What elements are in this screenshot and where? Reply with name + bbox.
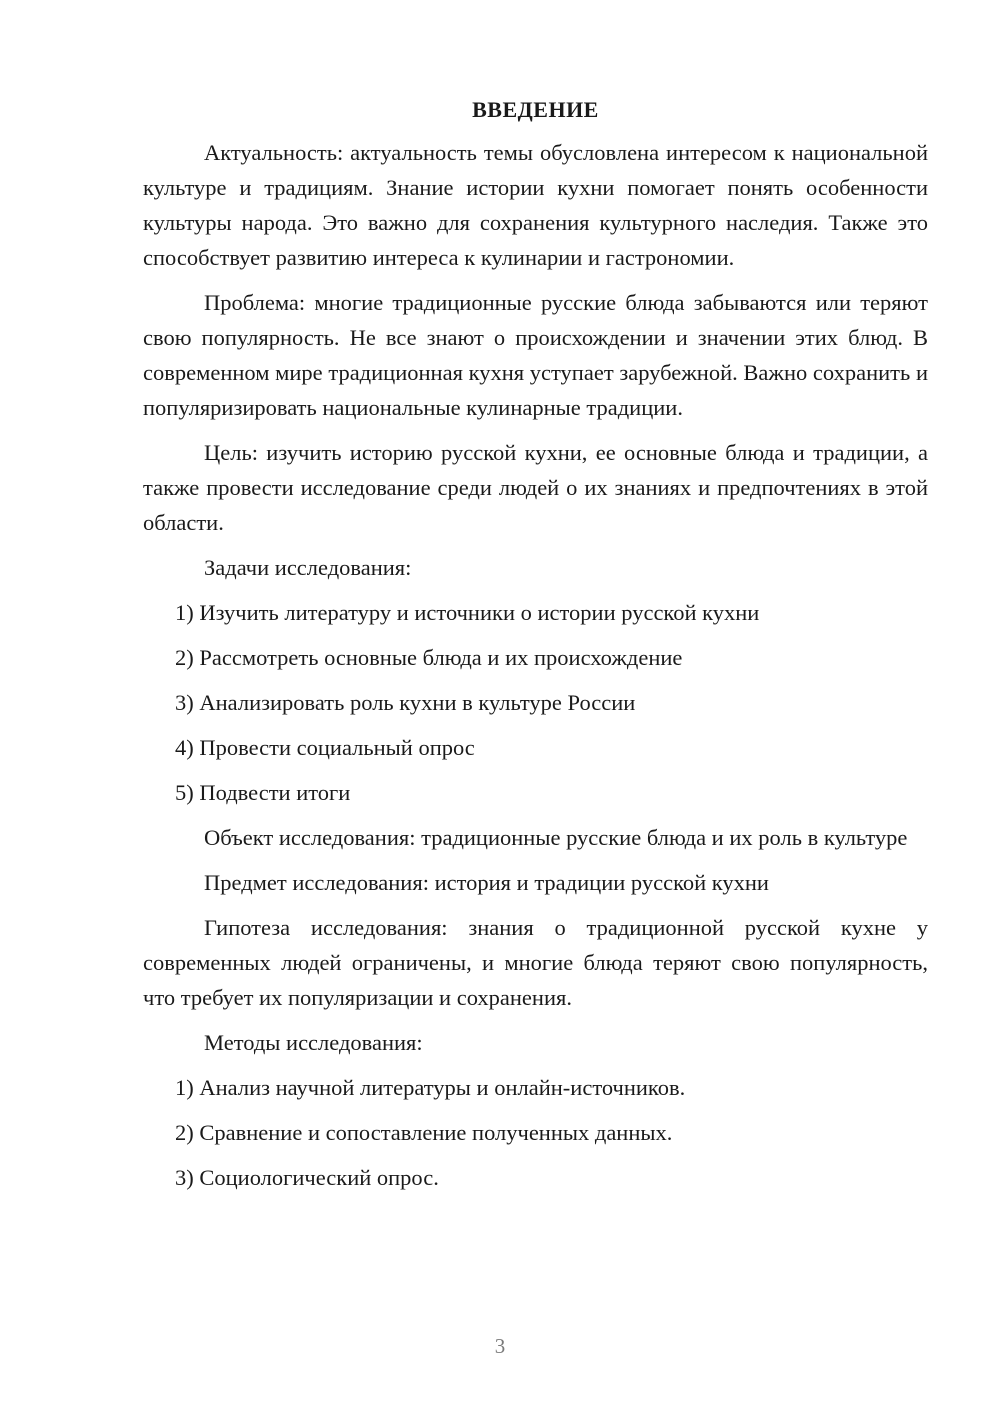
subject-paragraph: Предмет исследования: история и традиции русской кухни [204,870,769,895]
methods-heading: Методы исследования: [204,1030,423,1055]
list-item: 5) Подвести итоги [175,780,351,805]
goal-paragraph: Цель: изучить историю русской кухни, ее основные блюда и традиции, а также провести исследование среди людей о их знаниях и предпочтениях в этой области. [143,440,928,535]
page-title: ВВЕДЕНИЕ [472,97,599,122]
list-item: 2) Рассмотреть основные блюда и их происхождение [175,645,683,670]
object-paragraph: Объект исследования: традиционные русские блюда и их роль в культуре [204,825,908,850]
relevance-paragraph: Актуальность: актуальность темы обусловлена интересом к национальной культуре и традициям. Знание истории кухни помогает понять особенности культуры народа. Это важно для сохранения культурного наследия. Также это способствует развитию интереса к кулинарии и гастрономии. [143,140,928,270]
list-item: 2) Сравнение и сопоставление полученных данных. [175,1120,673,1145]
document-page [143,92,928,1205]
list-item: 3) Социологический опрос. [175,1165,439,1190]
list-item: 3) Анализировать роль кухни в культуре России [175,690,636,715]
list-item: 1) Анализ научной литературы и онлайн-источников. [175,1075,686,1100]
tasks-heading: Задачи исследования: [204,555,412,580]
tasks-list [143,595,928,810]
list-item: 1) Изучить литературу и источники о истории русской кухни [175,600,760,625]
list-item: 4) Провести социальный опрос [175,735,475,760]
hypothesis-paragraph: Гипотеза исследования: знания о традиционной русской кухне у современных людей ограничены, и многие блюда теряют свою популярность, что требует их популяризации и сохранения. [143,915,928,1010]
problem-paragraph: Проблема: многие традиционные русские блюда забываются или теряют свою популярность. Не все знают о происхождении и значении этих блюд. В современном мире традиционная кухня уступает зарубежной. Важно сохранить и популяризировать национальные кулинарные традиции. [143,290,928,420]
methods-list [143,1070,928,1195]
page-number: 3 [494,1334,506,1358]
